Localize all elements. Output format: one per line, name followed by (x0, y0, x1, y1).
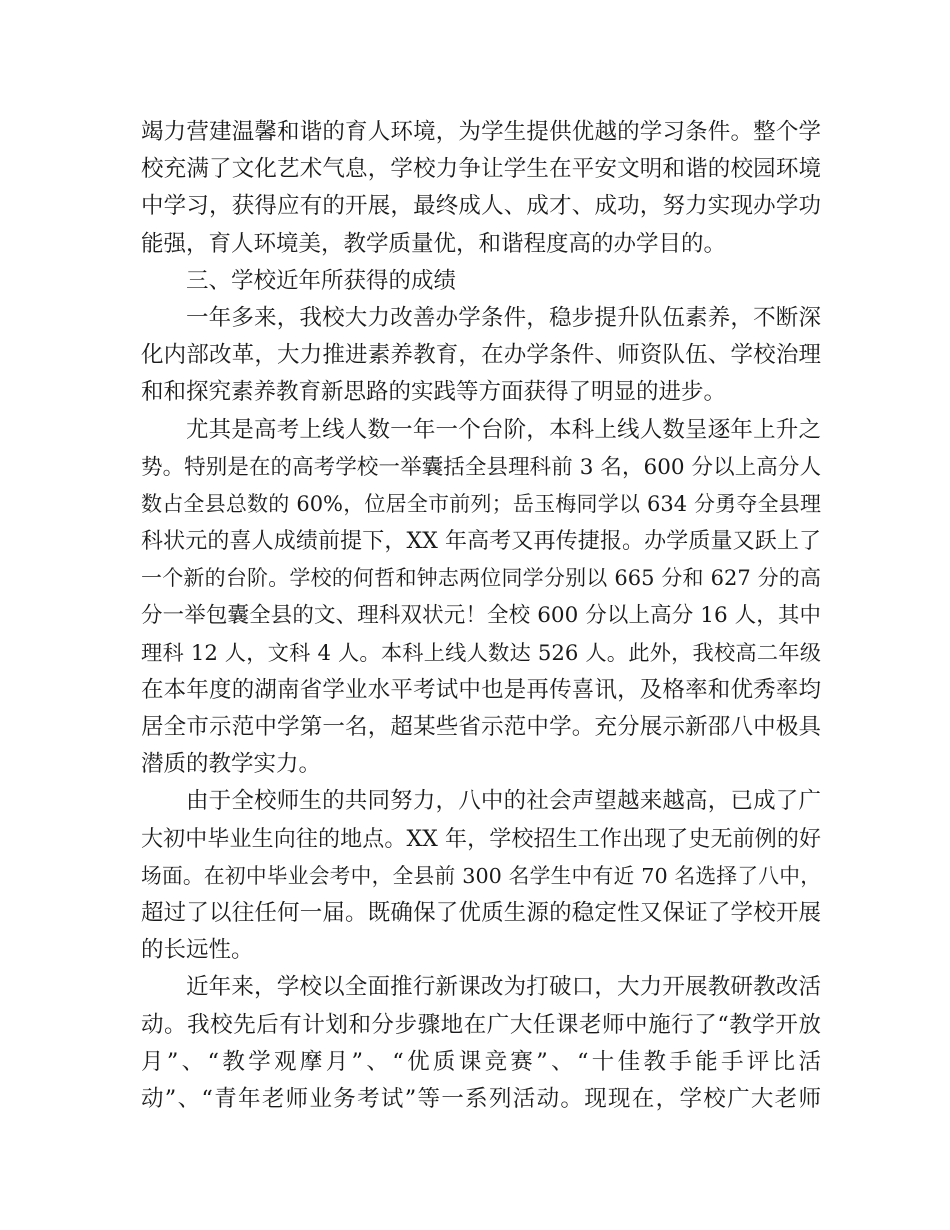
text-line: 科状元的喜人成绩前提下，XX 年高考又再传捷报。办学质量又跃上了 (141, 529, 821, 555)
text-line: 在本年度的湖南省学业水平考试中也是再传喜讯，及格率和优秀率均 (141, 676, 821, 703)
text-line: 能强，育人环境美，教学质量优，和谐程度高的办学目的。 (141, 230, 727, 257)
text-line: 一个新的台阶。学校的何哲和钟志两位同学分别以 665 分和 627 分的高 (141, 566, 821, 591)
text-line: 校充满了文化艺术气息，学校力争让学生在平安文明和谐的校园环境 (141, 156, 821, 183)
text-line: 势。特别是在的高考学校一举囊括全县理科前 3 名，600 分以上高分人 (141, 454, 821, 480)
text-line: 大初中毕业生向往的地点。XX 年，学校招生工作出现了史无前例的好 (141, 826, 821, 852)
text-line: 月”、“教学观摩月”、“优质课竞赛”、“十佳教手能手评比活 (141, 1048, 821, 1075)
text-line: 分一举包囊全县的文、理科双状元！全校 600 分以上高分 16 人，其中 (141, 603, 821, 629)
text-line: 居全市示范中学第一名，超某些省示范中学。充分展示新邵八中极具 (141, 714, 821, 740)
text-line: 化内部改革，大力推进素养教育，在办学条件、师资队伍、学校治理 (141, 342, 821, 369)
text-line: 一年多来，我校大力改善办学条件，稳步提升队伍素养，不断深 (186, 304, 821, 331)
text-line: 数占全县总数的 60%，位居全市前列；岳玉梅同学以 634 分勇夺全县理 (141, 491, 821, 516)
text-line: 由于全校师生的共同努力，八中的社会声望越来越高，已成了广 (186, 788, 821, 815)
text-line: 竭力营建温馨和谐的育人环境，为学生提供优越的学习条件。整个学 (141, 119, 821, 145)
text-line: 理科 12 人，文科 4 人。本科上线人数达 526 人。此外，我校高二年级 (141, 640, 821, 666)
text-line: 中学习，获得应有的开展，最终成人、成才、成功，努力实现办学功 (141, 193, 821, 220)
document-body (141, 114, 821, 1118)
text-line: 的长远性。 (141, 937, 254, 964)
text-line: 场面。在初中毕业会考中，全县前 300 名学生中有近 70 名选择了八中， (141, 863, 821, 888)
text-line: 动”、“青年老师业务考试”等一系列活动。现现在，学校广大老师 (141, 1085, 821, 1112)
text-line: 动。我校先后有计划和分步骤地在广大任课老师中施行了“教学开放 (141, 1011, 821, 1038)
text-line: 潜质的教学实力。 (141, 751, 322, 778)
text-line: 和和探究素养教育新思路的实践等方面获得了明显的进步。 (141, 379, 727, 406)
text-line: 近年来，学校以全面推行新课改为打破口，大力开展教研教改活 (186, 974, 821, 1001)
section-heading: 三、学校近年所获得的成绩 (186, 267, 457, 294)
text-line: 超过了以往任何一届。既确保了优质生源的稳定性又保证了学校开展 (141, 899, 821, 926)
text-line: 尤其是高考上线人数一年一个台阶，本科上线人数呈逐年上升之 (186, 416, 821, 443)
